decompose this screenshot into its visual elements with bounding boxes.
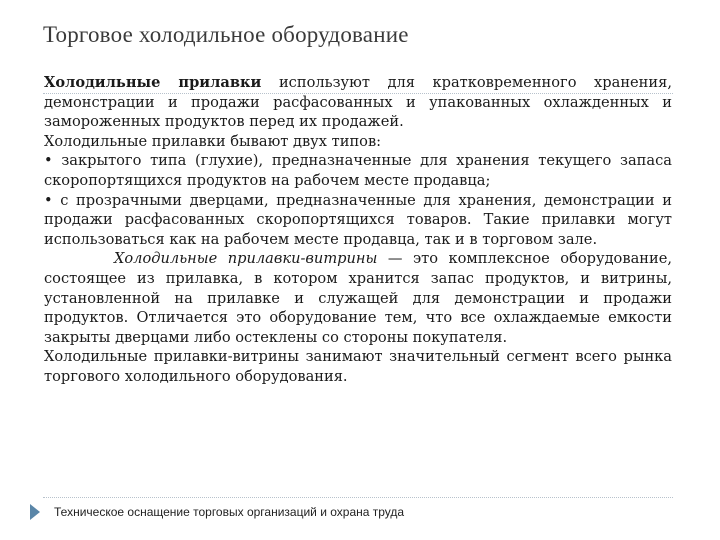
term-showcases: Холодильные прилавки-витрины xyxy=(114,250,378,268)
bullet-text-glass: с прозрачными дверцами, предназначенные для хранения, демонстрации и продажи расфасованных скоропортящихся товаров. Такие прилавки могут использоваться как на рабочем месте продавца, так и в торговом зале. xyxy=(44,191,672,248)
bullet-item-glass xyxy=(44,191,672,250)
triangle-arrow-icon xyxy=(30,504,40,520)
slide-title: Торговое холодильное оборудование xyxy=(43,22,409,47)
footer-text: Техническое оснащение торговых организаций и охрана труда xyxy=(54,505,405,519)
paragraph-types-intro: Холодильные прилавки бывают двух типов: xyxy=(44,132,382,150)
bullet-item-closed xyxy=(44,151,672,190)
showcases-definition: — это комплексное оборудование, состоящее из прилавка, в котором хранится запас продуктов, и витрины, установленной на прилавке и служащей для демонстрации и продажи продуктов. Отличается это оборудование тем, что все охлаждаемые емкости закрыты дверцами либо остеклены со стороны покупателя. xyxy=(44,250,672,346)
paragraph-market: Холодильные прилавки-витрины занимают значительный сегмент всего рынка торгового холодильного оборудования. xyxy=(44,348,672,385)
counters-definition: используют для кратковременного хранения, демонстрации и продажи расфасованных и упакованных охлажденных и замороженных продуктов перед их продажей. xyxy=(44,74,672,131)
paragraph-showcases xyxy=(44,249,672,347)
bullet-marker: • xyxy=(44,152,53,170)
bullet-marker: • xyxy=(44,191,53,209)
term-counters: Холодильные прилавки xyxy=(44,74,262,91)
footer-divider xyxy=(43,497,673,498)
bullet-text-closed: закрытого типа (глухие), предназначенные для хранения текущего запаса скоропортящихся продуктов на рабочем месте продавца; xyxy=(44,152,672,189)
slide-body xyxy=(44,73,672,387)
paragraph-counters xyxy=(44,73,672,132)
slide-footer xyxy=(30,504,404,520)
